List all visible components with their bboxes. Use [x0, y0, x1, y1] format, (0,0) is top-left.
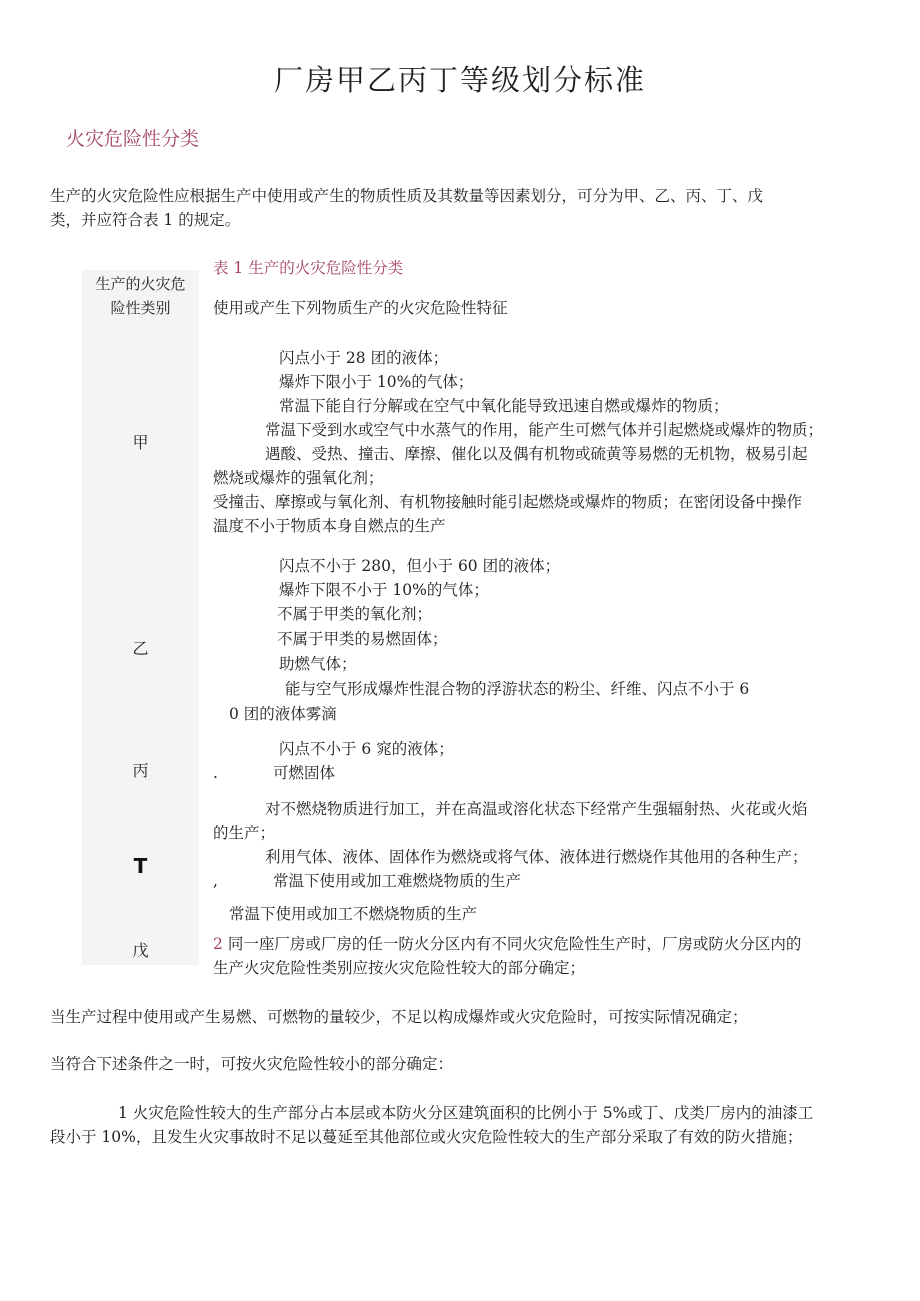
table-line: 闪点不小于 6 窕的液体； [279, 740, 454, 758]
table-line: 可燃固体 [273, 764, 336, 782]
note-2-number: 2 [213, 935, 223, 953]
note-2-text: 同一座厂房或厂房的任一防火分区内有不同火灾危险性生产时，厂房或防火分区内的 [227, 935, 802, 953]
category-jia: 甲 [132, 433, 149, 452]
table-line: 爆炸下限小于 10%的气体； [279, 373, 474, 391]
table-line: 助燃气体； [279, 655, 357, 673]
table-line: 爆炸下限不小于 10%的气体； [279, 581, 489, 599]
table-caption: 表 1 生产的火灾危险性分类 [213, 259, 404, 277]
table-line: 闪点小于 28 团的液体； [279, 349, 449, 367]
note-2-line-1 [213, 932, 801, 956]
item-1-line-2: 段小于 10%，且发生火灾事故时不足以蔓延至其他部位或火灾危险性较大的生产部分采取了有效的防火措施； [50, 1128, 803, 1146]
table-header-category-line-2: 险性类别 [110, 299, 171, 317]
intro-line-1: 生产的火灾危险性应根据生产中使用或产生的物质性质及其数量等因素划分，可分为甲、乙、丙、丁、戊 [50, 187, 764, 205]
item-1-line-1: 1 火灾危险性较大的生产部分占本层或本防火分区建筑面积的比例小于 5%或丁、戊类厂房内的油漆工 [118, 1104, 814, 1122]
category-ding: T [133, 854, 148, 878]
table-line: 温度不小于物质本身自燃点的生产 [213, 517, 446, 535]
table-line: . [213, 764, 218, 782]
table-line: 利用气体、液体、固体作为燃烧或将气体、液体进行燃烧作其他用的各种生产； [265, 848, 808, 866]
note-2-line-2: 生产火灾危险性类别应按火灾危险性较大的部分确定； [213, 959, 586, 977]
table-header-category [82, 272, 199, 320]
table-line: 不属于甲类的氧化剂； [277, 605, 433, 623]
category-bing: 丙 [132, 761, 149, 780]
page-title: 厂房甲乙丙丁等级划分标准 [273, 63, 646, 97]
table-line: 闪点不小于 280，但小于 60 团的液体； [279, 557, 561, 575]
paragraph-conditions: 当符合下述条件之一时，可按火灾危险性较小的部分确定： [50, 1055, 454, 1073]
table-line: 对不燃烧物质进行加工，并在高温或溶化状态下经常产生强辐射热、火花或火焰 [265, 800, 808, 818]
section-heading: 火灾危险性分类 [66, 128, 200, 150]
table-line: 燃烧或爆炸的强氧化剂； [213, 469, 384, 487]
table-line: 常温下使用或加工不燃烧物质的生产 [229, 905, 478, 923]
table-line: 不属于甲类的易燃固体； [277, 630, 448, 648]
table-header-category-line-1: 生产的火灾危 [95, 275, 186, 293]
table-line: 的生产； [213, 824, 276, 842]
table-line: 0 团的液体雾滴 [229, 705, 337, 723]
category-yi: 乙 [132, 639, 149, 658]
table-line: 遇酸、受热、撞击、摩擦、催化以及偶有机物或硫黄等易燃的无机物，极易引起 [265, 445, 808, 463]
table-line: 常温下受到水或空气中水蒸气的作用，能产生可燃气体并引起燃烧或爆炸的物质； [265, 421, 824, 439]
table-line: 常温下能自行分解或在空气中氧化能导致迅速自燃或爆炸的物质； [279, 397, 729, 415]
category-wu: 戊 [132, 941, 149, 960]
table-header-characteristics: 使用或产生下列物质生产的火灾危险性特征 [213, 299, 508, 317]
table-line: , [213, 872, 218, 890]
intro-line-2: 类，并应符合表 1 的规定。 [50, 211, 241, 229]
table-line: 常温下使用或加工难燃烧物质的生产 [273, 872, 522, 890]
table-line: 受撞击、摩擦或与氧化剂、有机物接触时能引起燃烧或爆炸的物质；在密闭设备中操作 [213, 493, 803, 511]
table-line: 能与空气形成爆炸性混合物的浮游状态的粉尘、纤维、闪点不小于 6 [285, 680, 750, 698]
paragraph-small-amount: 当生产过程中使用或产生易燃、可燃物的量较少，不足以构成爆炸或火灾危险时，可按实际情况确定； [50, 1008, 748, 1026]
